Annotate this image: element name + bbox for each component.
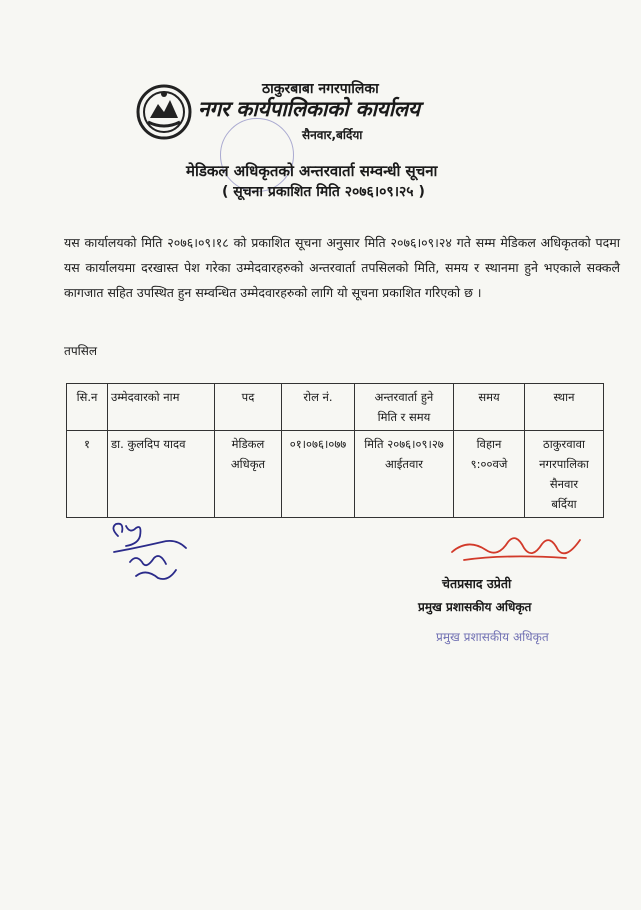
cell-place — [525, 431, 604, 518]
header-datetime-line1: अन्तरवार्ता हुने — [374, 390, 434, 404]
table-row — [67, 431, 604, 518]
right-signature-icon — [446, 528, 586, 568]
left-signature-icon — [106, 518, 196, 588]
header-post: पद — [215, 384, 282, 431]
cell-place-line1: ठाकुरवावा — [543, 437, 585, 451]
cell-post-line1: मेडिकल — [231, 437, 265, 451]
table-header-row — [67, 384, 604, 431]
cell-time-line2: ९:००वजे — [470, 457, 508, 471]
office-address: सैनवार,बर्दिया — [302, 128, 363, 142]
header-datetime — [355, 384, 454, 431]
signer-post: प्रमुख प्रशासकीय अधिकृत — [418, 600, 532, 614]
cell-sn: १ — [67, 431, 108, 518]
cell-date — [355, 431, 454, 518]
notice-title: मेडिकल अधिकृतको अन्तरवार्ता सम्वन्धी सूचना — [186, 162, 438, 180]
cell-date-line1: मिति २०७६।०९।२७ — [364, 437, 444, 451]
cell-post-line2: अधिकृत — [230, 457, 266, 471]
cell-time — [454, 431, 525, 518]
header-roll: रोल नं. — [282, 384, 355, 431]
cell-roll: ०१।०७६।०७७ — [282, 431, 355, 518]
municipality-name: ठाकुरबाबा नगरपालिका — [262, 81, 379, 97]
cell-date-line2: आईतवार — [384, 457, 424, 471]
header-time: समय — [454, 384, 525, 431]
header-name: उम्मेदवारको नाम — [108, 384, 215, 431]
nepal-emblem-icon — [136, 84, 192, 140]
office-name: नगर कार्यपालिकाको कार्यालय — [198, 97, 420, 121]
notice-body: यस कार्यालयको मिति २०७६।०९।१८ को प्रकाशित सूचना अनुसार मिति २०७६।०९।२४ गते सम्म मेडिकल अधिकृतको पदमा यस कार्यालयमा दरखास्त पेश गरेका उम्मेदवारहरुको अन्तरवार्ता तपसिलको मिति, समय र स्थानमा हुने भएकाले सक्कलै कागजात सहित उपस्थित हुन सम्वन्धित उम्मेदवारहरुको लागि यो सूचना प्रकाशित गरिएको छ । — [64, 235, 620, 300]
cell-place-line3: बर्दिया — [551, 497, 577, 511]
header-place: स्थान — [525, 384, 604, 431]
tapsil-label: तपसिल — [64, 344, 98, 358]
cell-post — [215, 431, 282, 518]
signer-name: चेतप्रसाद उप्रेती — [442, 576, 512, 591]
interview-table — [66, 383, 604, 518]
stamped-post: प्रमुख प्रशासकीय अधिकृत — [436, 630, 549, 644]
cell-name: डा. कुलदिप यादव — [108, 431, 215, 518]
header-datetime-line2: मिति र समय — [377, 410, 431, 424]
notice-subtitle: ( सूचना प्रकाशित मिति २०७६।०९।२५ ) — [222, 184, 425, 200]
cell-time-line1: विहान — [476, 437, 502, 451]
header-sn: सि.न — [67, 384, 108, 431]
cell-place-line2: नगरपालिका सैनवार — [539, 457, 589, 491]
